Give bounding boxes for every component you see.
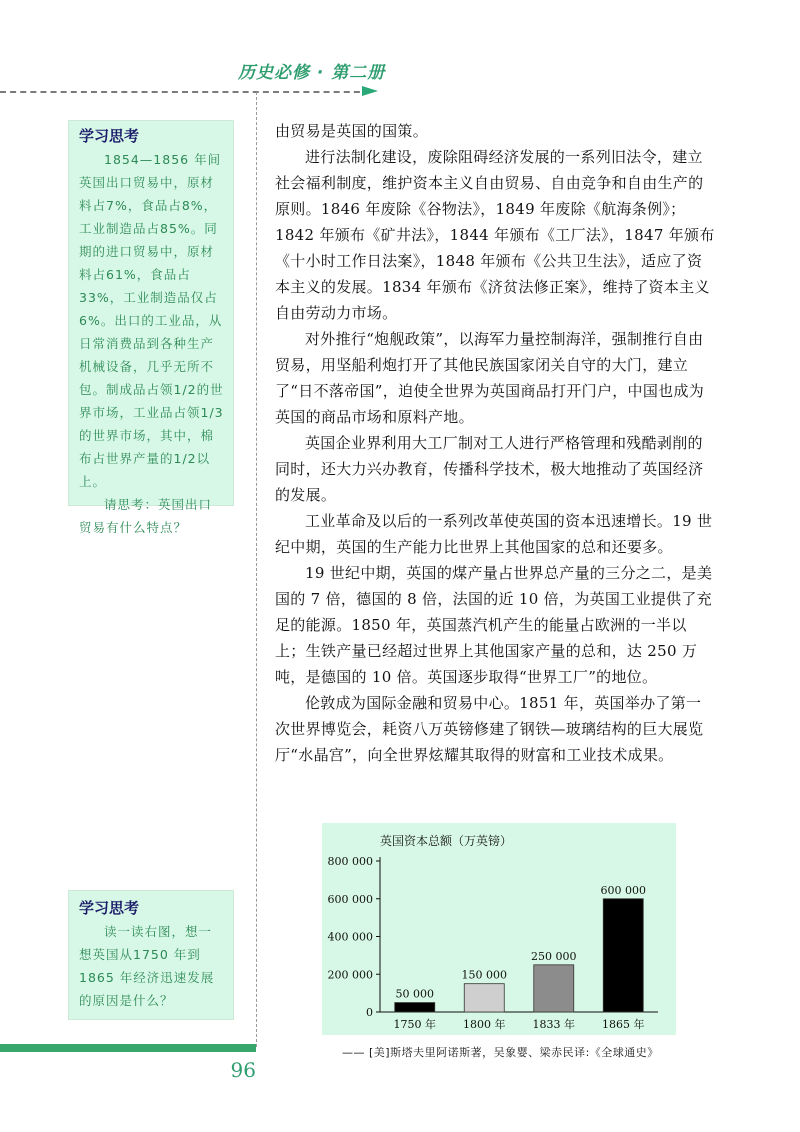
main-text bbox=[275, 118, 715, 768]
chart-source-caption: —— [美]斯塔夫里阿诺斯著，吴象婴、梁赤民译:《全球通史》 bbox=[342, 1046, 659, 1059]
study-box-title: 学习思考 bbox=[79, 127, 140, 145]
header-divider bbox=[0, 91, 370, 93]
study-box-question: 请思考：英国出口贸易有什么特点？ bbox=[79, 497, 213, 535]
bar-value-label: 600 000 bbox=[600, 883, 646, 897]
paragraph: 由贸易是英国的国策。 bbox=[275, 122, 429, 140]
paragraph: 对外推行“炮舰政策”，以海军力量控制海洋，强制推行自由贸易，用坚船利炮打开了其他民族国家闭关自守的大门，建立了“日不落帝国”，迫使全世界为英国商品打开门户，中国也成为英国的商品市场和原料产地。 bbox=[275, 330, 705, 426]
bar-value-label: 250 000 bbox=[531, 949, 577, 963]
paragraph: 19 世纪中期，英国的煤产量占世界总产量的三分之二，是美国的 7 倍，德国的 8 倍，法国的近 10 倍，为英国工业提供了充足的能源。1850 年，英国蒸汽机产生的能量占欧洲的一半以上；生铁产量已经超过世界上其他国家产量的总和，达 250 万吨，是德国的 10 倍。英国逐步取得“世界工厂”的地位。 bbox=[275, 564, 713, 686]
bar bbox=[534, 965, 574, 1012]
book-title: 历史必修 · 第二册 bbox=[238, 63, 386, 83]
column-divider bbox=[256, 92, 257, 1047]
study-box-title: 学习思考 bbox=[79, 899, 140, 917]
study-box-text: 读一读右图，想一想英国从1750 年到1865 年经济迅速发展的原因是什么？ bbox=[79, 924, 215, 1008]
y-tick-label: 400 000 bbox=[327, 930, 373, 944]
bar-chart bbox=[322, 823, 676, 1035]
study-box-export-trade bbox=[68, 120, 234, 535]
arrow-icon bbox=[362, 86, 378, 96]
paragraph: 伦敦成为国际金融和贸易中心。1851 年，英国举办了第一次世界博览会，耗资八万英镑修建了钢铁—玻璃结构的巨大展览厅“水晶宫”，向全世界炫耀其取得的财富和工业技术成果。 bbox=[275, 694, 704, 764]
bar-value-label: 150 000 bbox=[461, 968, 507, 982]
y-tick-label: 0 bbox=[366, 1006, 373, 1019]
bar bbox=[464, 984, 504, 1012]
chart-title: 英国资本总额（万英镑） bbox=[380, 834, 513, 848]
y-tick-label: 600 000 bbox=[327, 892, 373, 906]
page-number: 96 bbox=[230, 1058, 256, 1082]
footer-bar bbox=[0, 1044, 256, 1052]
bar-value-label: 50 000 bbox=[395, 987, 434, 1001]
paragraph: 进行法制化建设，废除阻碍经济发展的一系列旧法令，建立社会福利制度，维护资本主义自由贸易、自由竞争和自由生产的原则。1846 年废除《谷物法》，1849 年废除《航海条例》；1842 年颁布《矿井法》，1844 年颁布《工厂法》，1847 年颁布《十小时工作日法案》，1848 年颁布《公共卫生法》，适应了资本主义的发展。1834 年颁布《济贫法修正案》，维持了资本主义自由劳动力市场。 bbox=[275, 148, 715, 322]
study-box-chart-question bbox=[68, 890, 234, 1020]
x-tick-label: 1800 年 bbox=[463, 1018, 506, 1031]
capital-chart bbox=[322, 823, 676, 1035]
paragraph: 工业革命及以后的一系列改革使英国的资本迅速增长。19 世纪中期，英国的生产能力比世界上其他国家的总和还要多。 bbox=[275, 512, 713, 556]
paragraph: 英国企业界利用大工厂制对工人进行严格管理和残酷剥削的同时，还大力兴办教育，传播科学技术，极大地推动了英国经济的发展。 bbox=[275, 434, 704, 504]
bar bbox=[603, 899, 643, 1012]
x-tick-label: 1833 年 bbox=[532, 1018, 575, 1031]
y-tick-label: 200 000 bbox=[327, 968, 373, 982]
y-tick-label: 800 000 bbox=[327, 855, 373, 868]
x-tick-label: 1865 年 bbox=[602, 1018, 645, 1031]
study-box-text: 1854—1856 年间英国出口贸易中，原材料占7%，食品占8%，工业制造品占85%。同期的进口贸易中，原材料占61%，食品占33%，工业制造品仅占6%。出口的工业品，从日常消费品到各种生产机械设备，几乎无所不包。制成品占领1/2的世界市场，工业品占领1/3的世界市场，其中，棉布占世界产量的1/2以上。 bbox=[79, 152, 224, 489]
bar bbox=[395, 1003, 435, 1012]
x-tick-label: 1750 年 bbox=[393, 1018, 436, 1031]
